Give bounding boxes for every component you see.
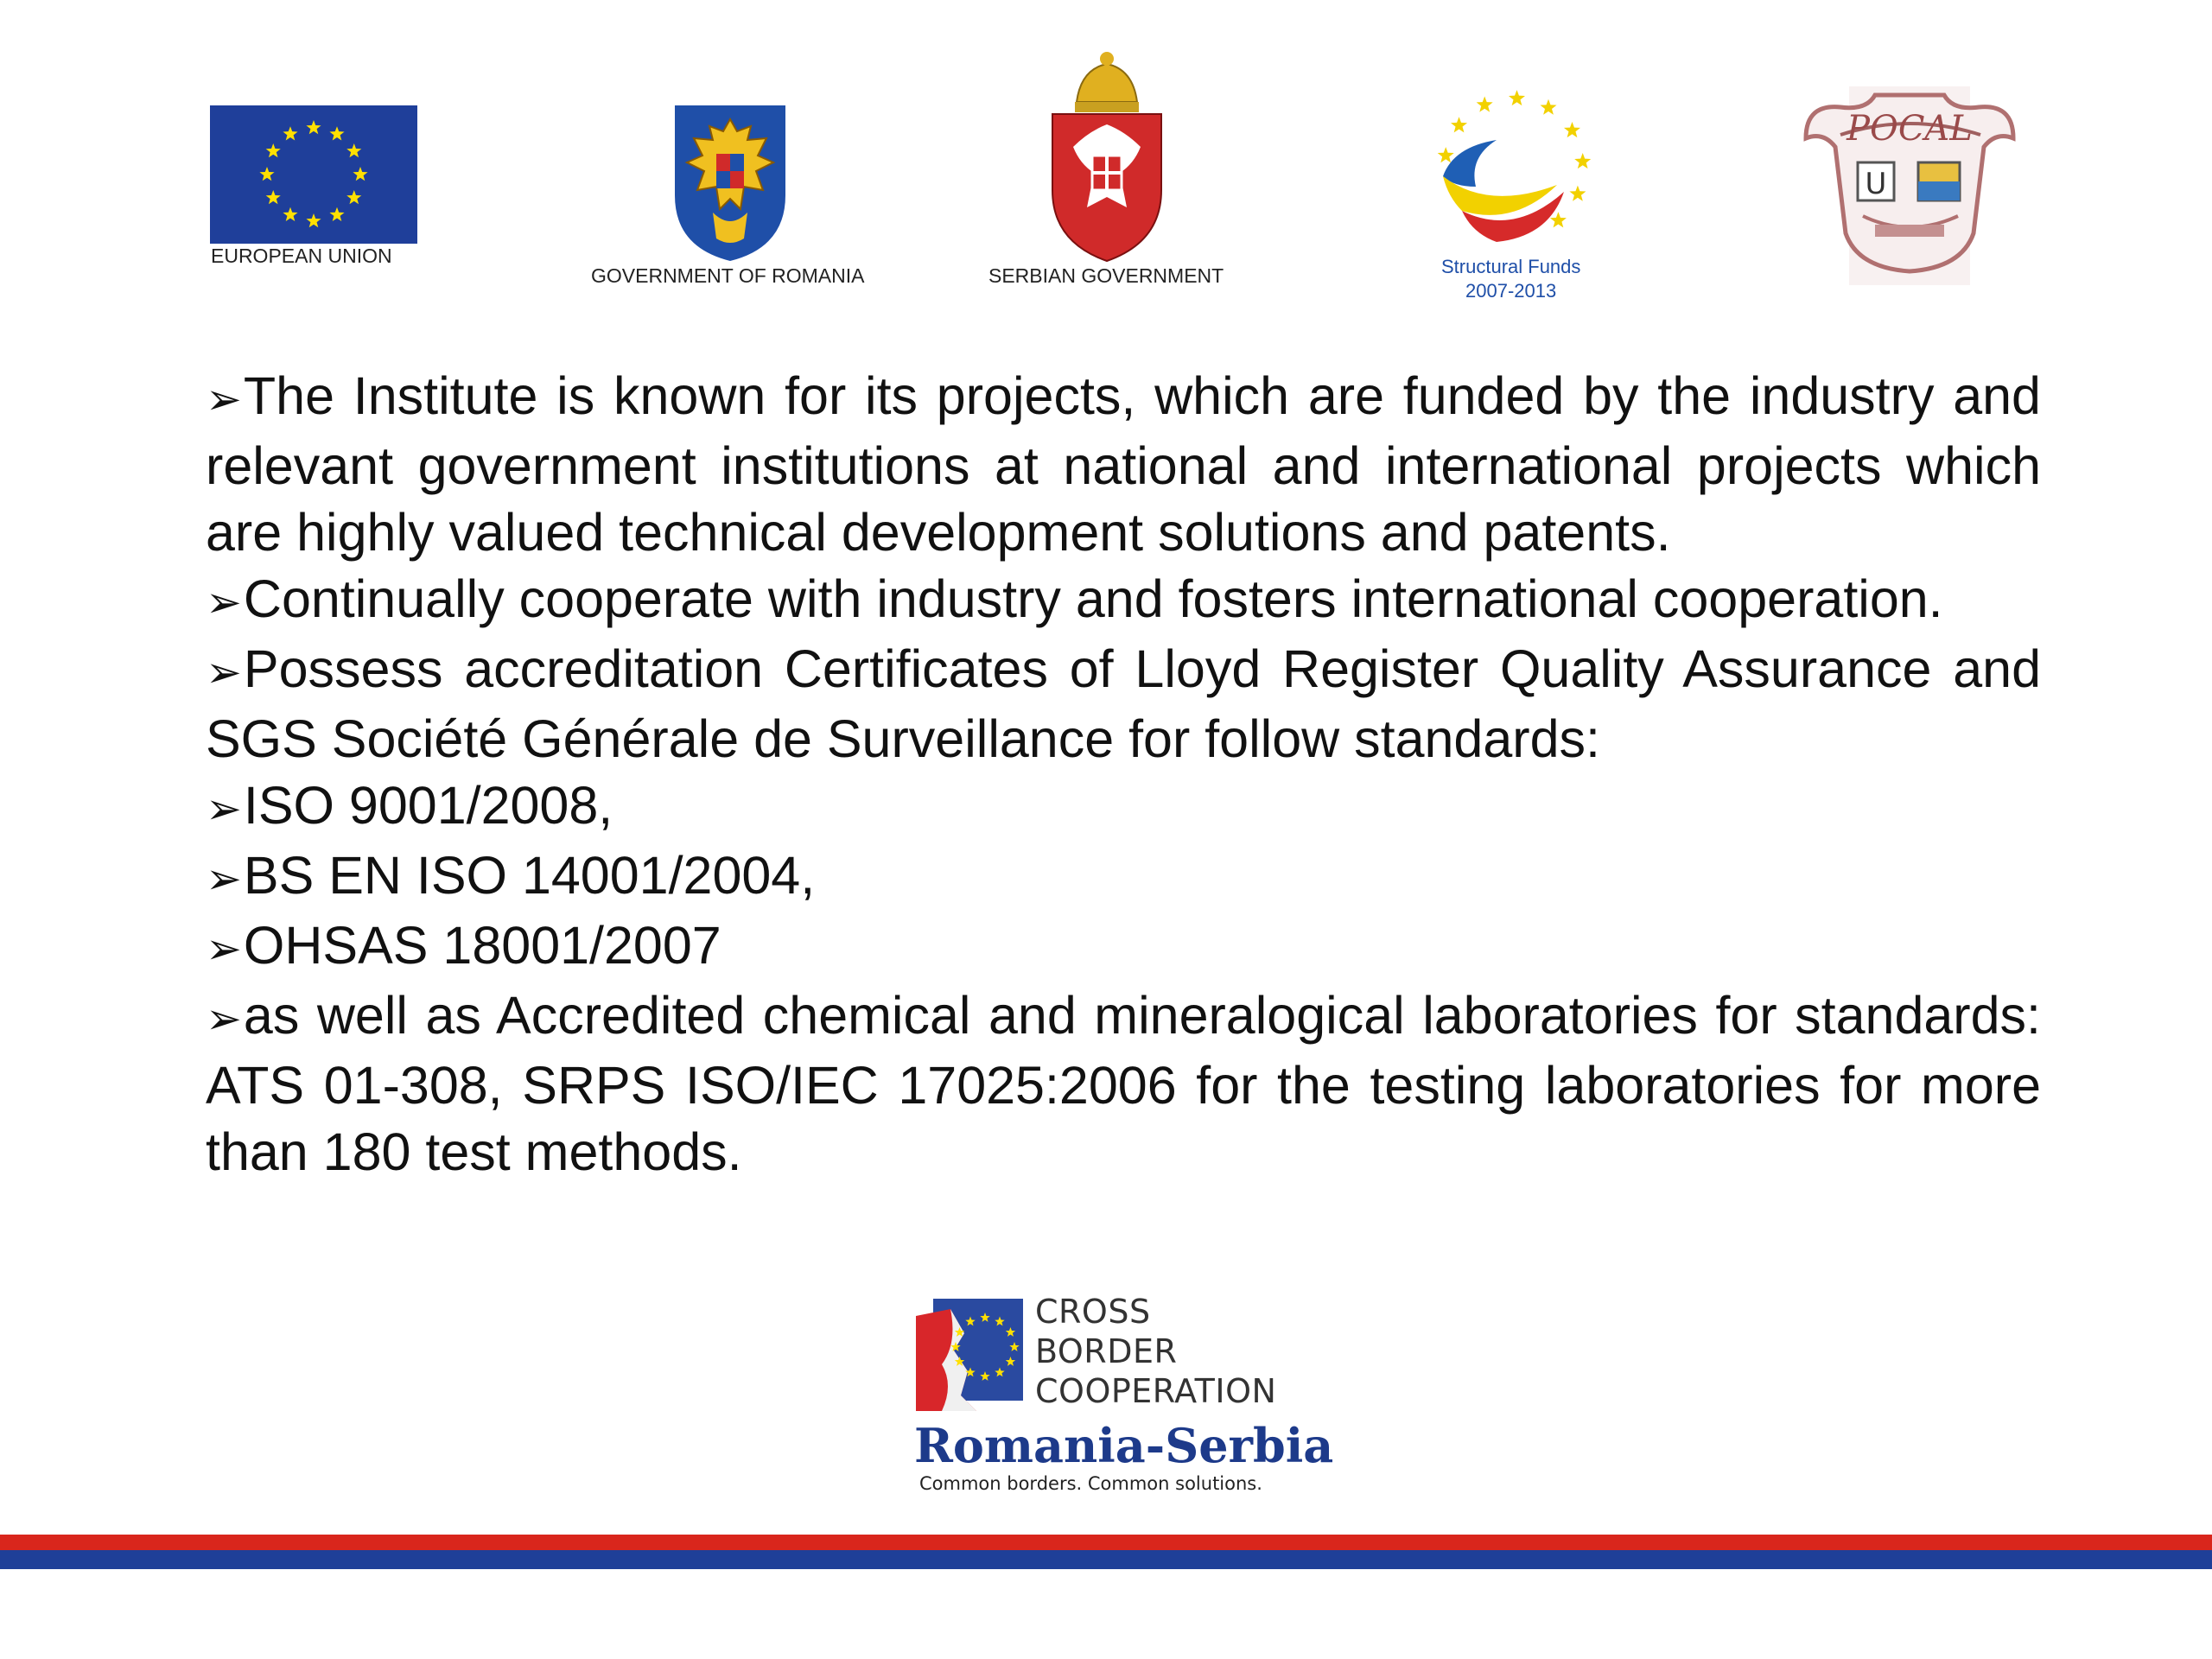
- star-icon: [1438, 147, 1454, 162]
- romania-caption: GOVERNMENT OF ROMANIA: [591, 264, 865, 287]
- arrow-bullet-icon: ➢: [206, 854, 242, 904]
- structural-funds-icon: [1427, 90, 1600, 250]
- bullet-item: ➢ISO 9001/2008,: [206, 776, 613, 835]
- cbc-line-3: COOPERATION: [1035, 1372, 1277, 1410]
- arrow-bullet-icon: ➢: [206, 924, 242, 974]
- bullet-item: ➢The Institute is known for its projects, which are funded by the industry and relevant government institutions at national and international projects which are highly valued technical development solutions and patents.: [206, 366, 2041, 562]
- serbia-coat-of-arms-icon: [1042, 35, 1172, 268]
- serbia-caption: SERBIAN GOVERNMENT: [988, 264, 1224, 287]
- star-icon: [1574, 153, 1591, 168]
- cbc-line-2: BORDER: [1035, 1332, 1178, 1370]
- arrow-bullet-icon: ➢: [206, 994, 242, 1044]
- star-icon: [1569, 186, 1586, 201]
- star-icon: [1509, 90, 1525, 105]
- cross-border-map-icon: [916, 1299, 1025, 1411]
- serbia-logo: [976, 35, 1236, 294]
- star-icon: [1540, 99, 1556, 115]
- arrow-bullet-icon: ➢: [206, 647, 242, 697]
- bullet-item: ➢Continually cooperate with industry and fosters international cooperation.: [206, 569, 1943, 628]
- star-icon: [1451, 117, 1467, 132]
- eu-logo: [207, 104, 423, 276]
- star-icon: [1550, 212, 1567, 227]
- cbc-brand: Romania-Serbia: [914, 1418, 1334, 1473]
- bullet-item: ➢Possess accreditation Certificates of Lloyd Register Quality Assurance and SGS Société Générale de Surveillance for follow standards:: [206, 639, 2041, 768]
- star-icon: [1477, 97, 1493, 112]
- structural-funds-caption-1: Structural Funds: [1441, 256, 1581, 277]
- eu-flag-icon: [210, 105, 417, 244]
- cross-border-cooperation-logo: [914, 1292, 1334, 1499]
- svg-text:U: U: [1865, 167, 1887, 201]
- star-icon: [1564, 122, 1580, 137]
- eu-caption: EUROPEAN UNION: [211, 245, 392, 267]
- arrow-bullet-icon: ➢: [206, 577, 242, 627]
- arrow-bullet-icon: ➢: [206, 784, 242, 834]
- structural-funds-logo: [1417, 86, 1616, 311]
- pocal-logo: [1789, 86, 2031, 285]
- cbc-line-1: CROSS: [1035, 1293, 1151, 1331]
- structural-funds-caption-2: 2007-2013: [1465, 280, 1557, 302]
- bullet-item: ➢OHSAS 18001/2007: [206, 916, 721, 975]
- svg-text:POCAL: POCAL: [1847, 109, 1973, 149]
- cbc-tagline: Common borders. Common solutions.: [919, 1473, 1262, 1494]
- romania-logo: [588, 95, 873, 294]
- pocal-emblem-icon: [1789, 86, 2031, 285]
- bottom-stripe-red: [0, 1535, 2212, 1550]
- arrow-bullet-icon: ➢: [206, 374, 242, 424]
- bullet-list: [206, 363, 2041, 1185]
- bullet-item: ➢BS EN ISO 14001/2004,: [206, 846, 816, 905]
- bullet-item: ➢as well as Accredited chemical and mineralogical laboratories for standards: ATS 01-308, SRPS ISO/IEC 17025:2006 for the testing laboratories for more than 180 test methods.: [206, 986, 2041, 1181]
- romania-coat-of-arms-icon: [670, 100, 791, 264]
- bottom-stripe-blue: [0, 1550, 2212, 1569]
